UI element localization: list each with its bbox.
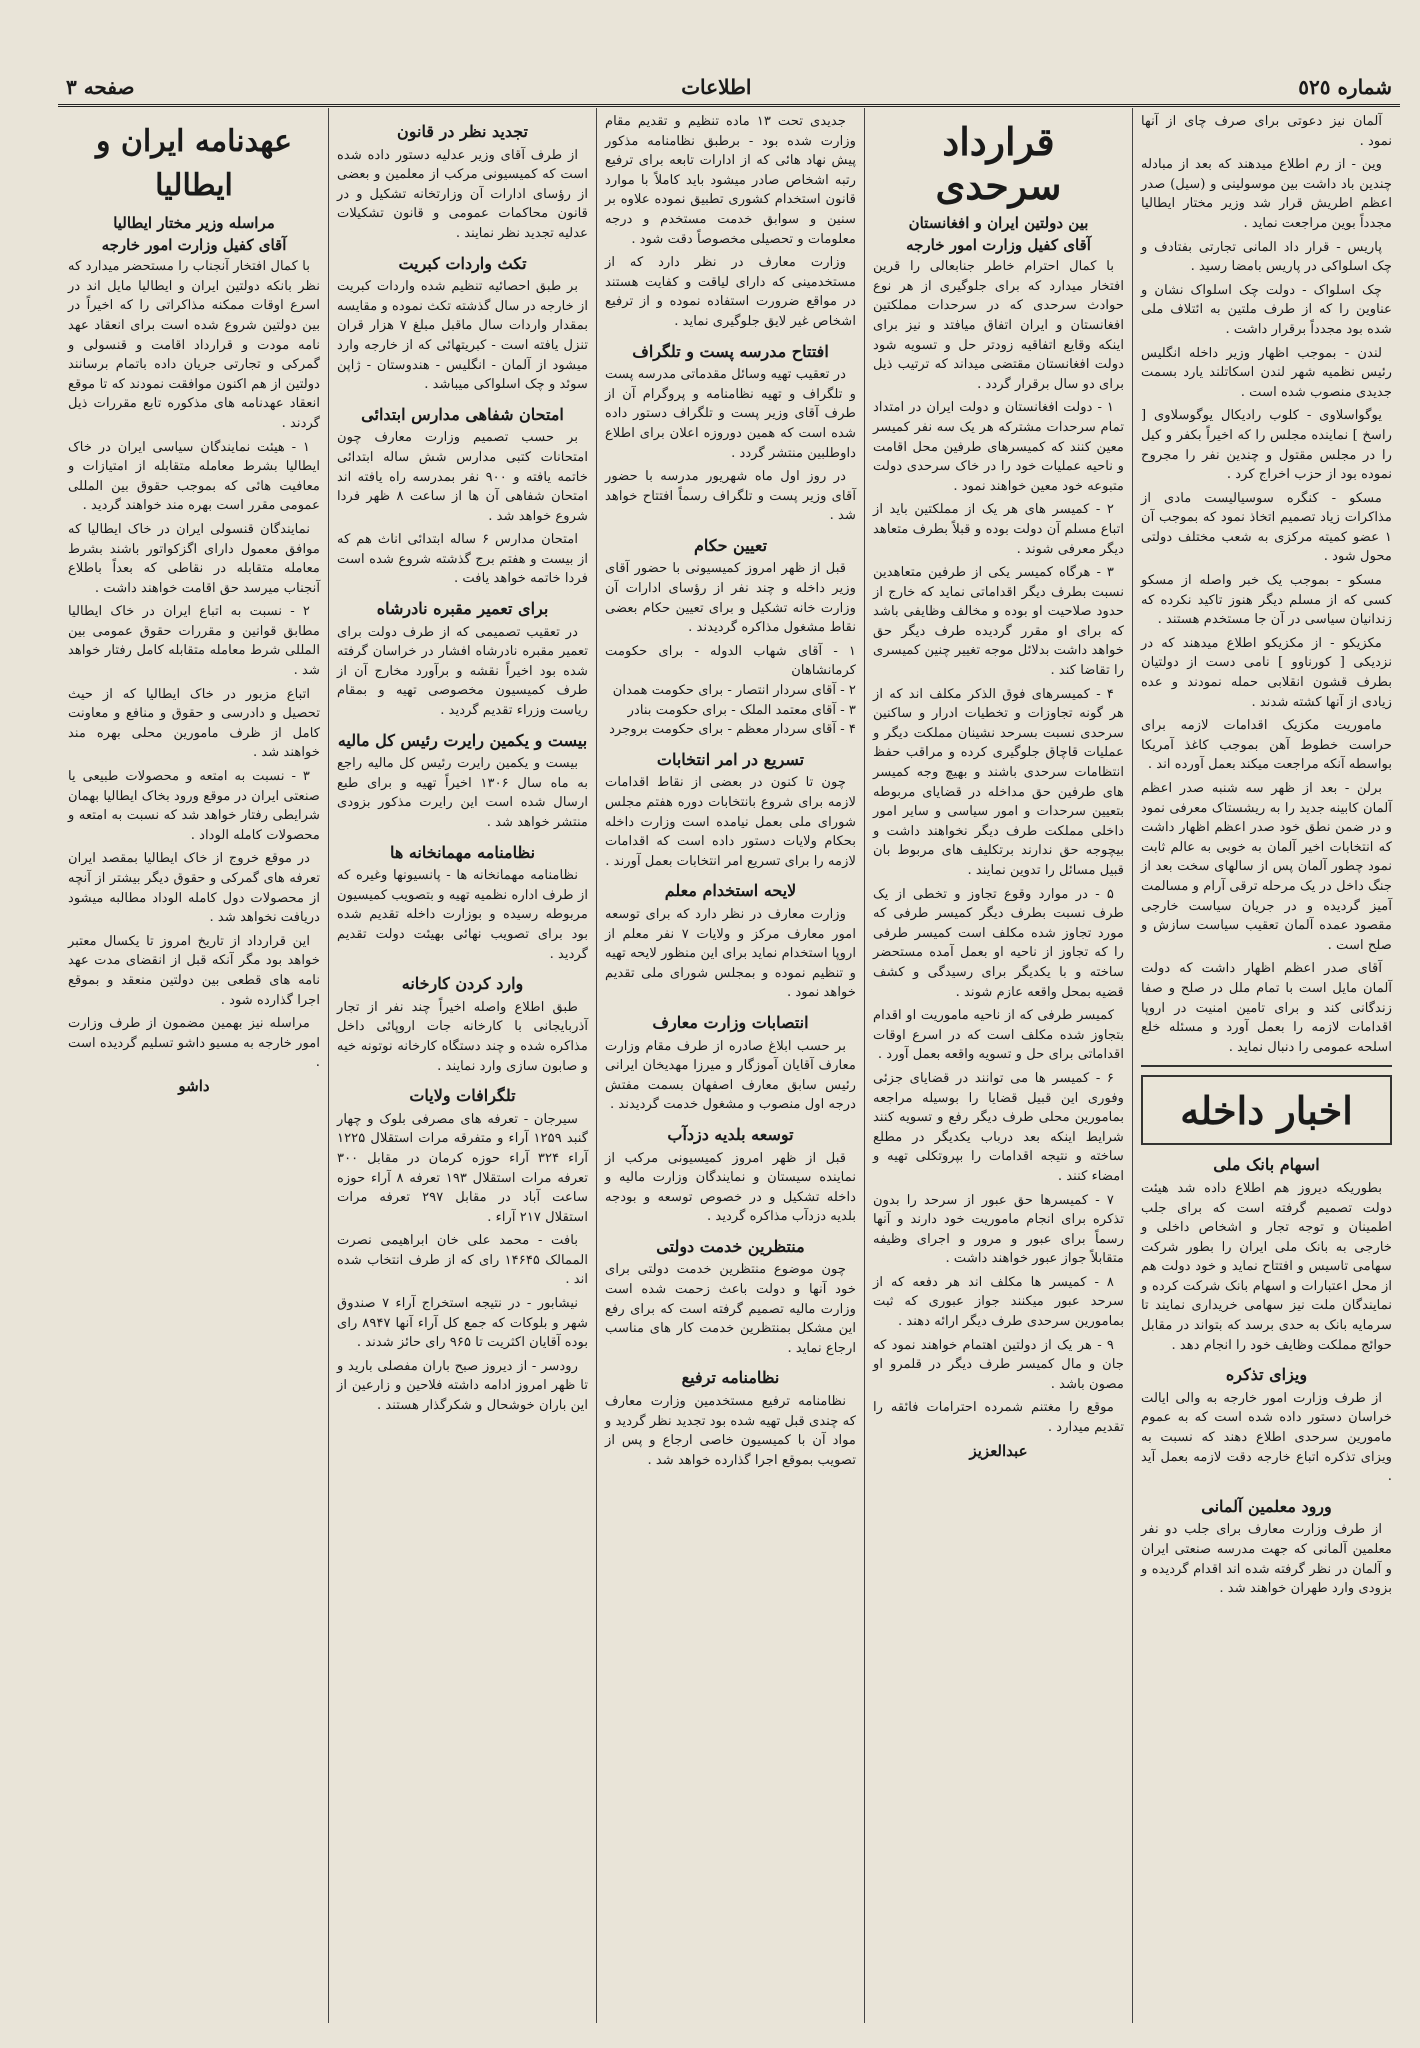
paragraph: پاریس - قرار داد المانی تجارتی بفتادف و چک اسلواکی در پاریس بامضا رسید . xyxy=(1141,239,1392,275)
paragraph: چون موضوع منتظرین خدمت دولتی برای خود آنها و دولت باعث زحمت شده است وزارت مالیه تصمیم گرفته است که برای رفع این مشکل بمنتظرین خدمت کار های مناسب ارجاع نماید . xyxy=(605,1262,856,1356)
paragraph: نظامنامه مهمانخانه ها - پانسیونها وغیره که از طرف اداره نظمیه تهیه و بتصویب کمیسیون مربوطه رسیده و بوزارت داخله تقدیم شده بود برای تصویب نهائی بهیئت دولت تقدیم گردید . xyxy=(337,868,588,962)
divider xyxy=(1141,1065,1392,1067)
paragraph: بر طبق احصائیه تنظیم شده واردات کبریت از خارجه در سال گذشته تکث نموده و مقایسه بمقدار واردات سال ماقبل مبلغ ۷ هزار قران تنزل یافته است - کبریتهائی که از خارجه وارد میشود از آلمان - انگلیس - هندوستان - ژاپن سوئد و چک اسلواکی میباشد . xyxy=(337,279,588,393)
paragraph: مسکو - بموجب یک خبر واصله از مسکو کسی که از مسلم دیگر هنوز تاکید نکرده که زندانیان سیاسی در آن جا مستخدم هستند . xyxy=(1141,573,1392,628)
subtitle: بین دولتین ایران و افغانستان xyxy=(908,214,1089,232)
headline: لایحه استخدام معلم xyxy=(664,881,797,901)
paragraph: آقای صدر اعظم اظهار داشت که دولت آلمان مایل است با تمام ملل در صلح و صفا زندگانی کند و برای تامین امنیت در اروپا اقدامات لازمه را بعمل آورد و مسئله خلع اسلحه عمومی را دنبال نماید . xyxy=(1141,961,1392,1055)
paragraph: ۱ - هیئت نمایندگان سیاسی ایران در خاک ایطالیا بشرط معامله متقابله از امتیازات و معافیت هائی که بموجب حقوق بین المللی عمومی مقرر است بهره مند خواهند گردید . xyxy=(68,439,320,514)
column-5 xyxy=(60,108,328,2023)
paragraph: ۳ - هرگاه کمیسر یکی از طرفین متعاهدین نسبت بطرف دیگر اقداماتی نماید که خارج از حدود صلاحیت او بوده و مخالف وظایفی باشد که برای او مقرر گردیده طرف دیگر حق خواهد داشت بدلائل موجه تغییر چنین کمیسری را تقاضا کند . xyxy=(873,565,1124,679)
subtitle: آقای کفیل وزارت امور خارجه xyxy=(906,235,1091,254)
paragraph: در موقع خروج از خاک ایطالیا بمقصد ایران تعرفه های گمرکی و حقوق دیگر بیشتر از آنچه از محصولات دول کامله الوداد مطالبه میشود دریافت نخواهد شد . xyxy=(68,851,320,926)
headline: تجدید نظر در قانون xyxy=(397,122,528,141)
domestic-news-banner: اخبار داخله xyxy=(1180,1088,1353,1134)
paragraph: ۹ - هر یک از دولتین اهتمام خواهند نمود که جان و مال کمیسر طرف دیگر در قلمرو او مصون باشد . xyxy=(873,1337,1124,1392)
paragraph: وین - از رم اطلاع میدهند که بعد از مبادله چندین باد داشت بین موسولینی و (سیل) صدر اعظم اطریش قرار شد وزیر مختار ایطالیا مجدداً بوین مراجعت نماید . xyxy=(1141,157,1392,231)
headline: برای تعمیر مقبره نادرشاه xyxy=(376,599,549,619)
headline: توسعه بلدیه دزدآب xyxy=(667,1124,794,1144)
list-item: ۱ - آقای شهاب الدوله - برای حکومت کرمانشاهان xyxy=(605,643,856,679)
paragraph: نیشابور - در نتیجه استخراج آراء ۷ صندوق شهر و بلوکات که جمع کل آراء آنها ۸۹۴۷ رای بوده آقایان اکثریت تا ۹۶۵ رای حائز شدند . xyxy=(337,1296,589,1351)
paragraph: رودسر - از دیروز صبح باران مفصلی بارید و تا ظهر امروز ادامه داشته فلاحین و زارعین از این باران خوشحال و شکرگذار هستند . xyxy=(337,1358,588,1414)
issue-number: شماره ٥٢٥ xyxy=(1298,75,1392,99)
paragraph: ۸ - کمیسر ها مکلف اند هر دفعه که از سرحد عبور میکنند جواز عبوری که ثبت بمامورین سرحدی طرف دیگر ارائه دهند . xyxy=(873,1274,1124,1330)
paragraph: ۳ - نسبت به امتعه و محصولات طبیعی یا صنعتی ایران در موقع ورود بخاک ایطالیا بهمان شرایطی رفتار خواهد شد که نسبت به امتعه و محصولات کامله الوداد . xyxy=(68,769,320,843)
paragraph: قبل از ظهر امروز کمیسیونی مرکب از نماینده سیستان و نمایندگان وزارت مالیه و داخله تشکیل و در خصوص توسعه و بودجه بلدیه دزدآب مذاکره گردید . xyxy=(605,1150,856,1225)
headline: ویزای تذکره xyxy=(1225,1365,1308,1385)
signature: عبدالعزیز xyxy=(969,1441,1028,1460)
paragraph: بطوریکه دیروز هم اطلاع داده شد هیئت دولت تصمیم گرفته است که برای جلب اطمینان و توجه تجار و اشخاص داخلی و خارجی به بانک ملی ایران را بطور شرکت سهامی تاسیس و افتتاح نماید و خود دولت هم از محل اعتبارات و اسهام بانک شرکت کرده و نمایندگان ملت نیز سهامی خریداری نمایند تا سرمایه بانک به حدی برسد که بتواند در مقابل حوائج مملکت وظایف خود را انجام دهد . xyxy=(1141,1180,1392,1353)
paragraph: مکزیکو - از مکزیکو اطلاع میدهند که در نزدیکی [ کورناوو ] نامی دست از دولتیان بطرف قشون انقلابی حمله نمودند و عده زیادی از آنها کشته شدند . xyxy=(1141,635,1392,710)
governor-list xyxy=(605,642,856,740)
domestic-news-banner-box xyxy=(1141,1075,1392,1145)
headline: نظامنامه مهمانخانه ها xyxy=(389,842,536,862)
paragraph: در روز اول ماه شهریور مدرسه با حضور آقای وزیر پست و تلگراف رسماً افتتاح خواهد شد . xyxy=(605,469,856,524)
addressee: آقای کفیل وزارت امور خارجه xyxy=(101,235,287,254)
paragraph: اتباع مزبور در خاک ایطالیا که از حیث تحصیل و دادرسی و حقوق و منافع و معاونت کامل از ظرف مامورین محلی بهره مند خواهند شد . xyxy=(68,686,320,761)
paper-name: اطلاعات xyxy=(681,75,752,99)
paragraph: وزارت معارف در نظر دارد که از مستخدمینی که دارای لیاقت و کفایت هستند در مواقع ضرورت استفاده نموده و از ترفیع اشخاص غیر لایق جلوگیری نماید . xyxy=(605,255,856,329)
signature: داشو xyxy=(178,1076,210,1095)
headline: تلگرافات ولایات xyxy=(409,1086,516,1106)
paragraph: ۱ - دولت افغانستان و دولت ایران در امتداد تمام سرحدات مشترکه هر یک سه نفر کمیسر معین کنند که کمیسرهای طرفین محل اقامت و ناحیه عملیات خود را در خاک سرحدی دولت متبوعه خود معین خواهند نمود . xyxy=(873,400,1124,494)
page-number: صفحه ٣ xyxy=(66,75,135,99)
paragraph: امتحان مدارس ۶ ساله ابتدائی اناث هم که از بیست و هفتم برج گذشته شروع شده است فردا خاتمه خواهد یافت . xyxy=(337,532,588,587)
paragraph: موقع را مغتنم شمرده احترامات فائقه را تقدیم میدارد . xyxy=(873,1400,1124,1436)
paragraph: یوگواسلاوی - کلوب رادیکال یوگوسلاوی [ راسخ ] نماینده مجلس را که اخیراً بکفر و کیل را در مجلس مقتول و چندین نفر را مجروح نموده بود از حزب اخراج کرد . xyxy=(1141,408,1392,483)
paragraph: لندن - بموجب اظهار وزیر داخله انگلیس رئیس نظمیه شهر لندن اسکاتلند یارد بسمت جدیدی منصوب شده است . xyxy=(1141,345,1392,400)
headline: اسهام بانک ملی xyxy=(1213,1155,1320,1175)
paragraph: ۲ - کمیسر های هر یک از مملکتین باید از اتباع مسلم آن دولت بوده و قبلاً بطرف متعاهد دیگر معرفی شوند . xyxy=(873,502,1124,557)
headline: نظامنامه ترفیع xyxy=(681,1368,780,1388)
paragraph: ۲ - نسبت به اتباع ایران در خاک ایطالیا مطابق قوانین و مقررات حقوق عمومی بین المللی شرط معامله متقابله کامل رفتار خواهد شد . xyxy=(68,604,320,679)
paragraph: ۷ - کمیسرها حق عبور از سرحد را بدون تذکره برای انجام ماموریت خود دارند و آنها رسماً برای عبور و مرور و اجرای وظیفه متقابلاً جواز عبور خواهند داشت . xyxy=(873,1192,1124,1267)
headline: انتصابات وزارت معارف xyxy=(652,1012,809,1032)
paragraph: جدیدی تحت ۱۳ ماده تنظیم و تقدیم مقام وزارت شده بود - برطبق نظامنامه مذکور پیش نهاد هائی که از ادارات تابعه برای ترفیع رتبه اشخاص صادر میشود باید کاملاً با موارد قانون استخدام کشوری تطبیق نموده علاوه بر سنین و سوابق خدمت مستخدم و درجه معلومات و تحصیلی مخصوصاً دقت شود . xyxy=(605,114,856,247)
paragraph: کمیسر طرفی که از ناحیه ماموریت او اقدام بتجاوز شده مکلف است که در اسرع اوقات اقداماتی برای حل و تسویه واقعه بعمل آورد . xyxy=(873,1008,1124,1063)
headline: تعیین حکام xyxy=(693,535,768,555)
column-1 xyxy=(1132,108,1400,2023)
column-4 xyxy=(328,108,596,2023)
paragraph: ماموریت مکزیک اقدامات لازمه برای حراست خطوط آهن بموجب کاغذ آمریکا بواسطه آنکه مراجعت میکند بعمل آورده اند . xyxy=(1141,718,1392,773)
paragraph: سیرجان - تعرفه های مصرفی بلوک و چهار گنبد ۱۲۵۹ آراء و متفرقه مرات استقلال ۱۲۲۵ آراء ۳۲۴ آراء حوزه کرمان در مقابل ۳۰۰ تعرفه مرات استقلال ۱۹۳ تعرفه ۸ آراء حوزه ساعت آباد در مقابل ۲۹۷ تعرفه مرات استقلال ۲۱۷ آراء . xyxy=(337,1111,588,1225)
paragraph: ۶ - کمیسر ها می توانند در قضایای جزئی وفوری این قبیل قضایا را بوسیله مراجعه بمامورین محلی طرف دیگر رفع و تسویه کنند شرایط اینکه بعد درباب یکدیگر در مطلع ساخته و نتیجه اقدامات را بپروتکلی تهیه و امضاء کنند . xyxy=(873,1070,1124,1184)
paragraph: این قرارداد از تاریخ امروز تا یکسال معتبر خواهد بود مگر آنکه قبل از انقضای مدت عهد نامه های قطعی بین دولتین منعقد و بموقع اجرا گذارده شود . xyxy=(68,933,320,1008)
headline: تکث واردات کبریت xyxy=(398,253,527,273)
paragraph: بر حسب تصمیم وزارت معارف چون امتحانات کتبی مدارس شش ساله ابتدائی خاتمه یافته و ۹۰۰ نفر بمدرسه راه یافته اند امتحان شفاهی آن ها از ساعت ۸ ظهر فردا شروع خواهد شد . xyxy=(337,430,589,524)
list-item: ۳ - آقای معتمد الملک - برای حکومت بنادر xyxy=(627,702,856,718)
headline: افتتاح مدرسه پست و تلگراف xyxy=(632,341,829,361)
headline: منتظرین خدمت دولتی xyxy=(656,1236,805,1256)
paragraph: مسکو - کنگره سوسیالیست مادی از مذاکرات زیاد تصمیم اتخاذ نمود که بموجب آن ۱ عضو کمیته مرکزی به شعب مختلف دولتی محول شود . xyxy=(1141,490,1392,565)
list-item: ۲ - آقای سردار انتصار - برای حکومت همدان xyxy=(612,683,856,699)
paragraph: ۵ - در موارد وقوع تجاوز و تخطی از یک طرف نسبت بطرف دیگر کمیسر طرفی که مورد تجاوز شده مکلف است کمیسر طرفی را که تجاوز از ناحیه او بعمل آمده مستحضر ساخته و با یکدیگر برای رسیدگی و کشف قضیه بمحل واقعه عازم شوند . xyxy=(873,886,1124,1000)
headline: امتحان شفاهی مدارس ابتدائی xyxy=(361,404,564,424)
headline: ورود معلمین آلمانی xyxy=(1201,1496,1332,1516)
paragraph: از طرف وزارت معارف برای جلب دو نفر معلمین آلمانی که جهت مدرسه صنعتی ایران و آلمان در نظر گرفته شده اند اقدام گردیده و بزودی وارد طهران خواهند شد . xyxy=(1141,1522,1392,1597)
paragraph: ۴ - کمیسرهای فوق الذکر مکلف اند که از هر گونه تجاوزات و تخطیات ادرار و ساکنین سرحدی نسبت بسرحد نشینان مملکت دیگر و عملیات قاچاق جلوگیری کرده و مراقب حفظ انتظامات سرحدی باشند و بهیچ وجه کمیسر های طرفین حق مداخله در قضایای مربوطه بتعیین سرحدات و امور سیاسی و سایر امور داخلی مملکت طرف دیگر نخواهند داشت و بیچوجه حق ندارند برتکلیف های مربوط بان قبیل مسائل را تدوین نمایند . xyxy=(873,686,1124,878)
paragraph: چون تا کنون در بعضی از نقاط اقدامات لازمه برای شروع بانتخابات دوره هفتم مجلس شورای ملی بعمل نیامده است وزارت داخله بحکام ولایات دستور داده است که اقدامات لازمه را برای تسریع امر انتخابات بعمل آورند . xyxy=(605,775,856,869)
columns xyxy=(58,108,1400,2023)
paragraph: از طرف وزارت امور خارجه به والی ایالت خراسان دستور داده شده است که به عموم مامورین سرحدی اطلاع دهند که نسبت به ویزای تذکره اتباع خارجه دقت لازمه بعمل آید . xyxy=(1141,1390,1392,1485)
headline: بیست و یکمین رایرت رئیس کل مالیه xyxy=(337,730,588,750)
masthead xyxy=(58,70,1400,107)
paragraph: مراسله نیز بهمین مضمون از طرف وزارت امور خارجه به مسیو داشو تسلیم گردیده است . xyxy=(68,1016,320,1071)
paragraph: وزارت معارف در نظر دارد که برای توسعه امور معارف مرکز و ولایات ۷ نفر معلم از اروپا استخدام نماید برای این منظور لایحه تهیه و تنظیم نموده و بمجلس شورای ملی تقدیم خواهد نمود . xyxy=(605,906,856,1001)
paragraph: از طرف آقای وزیر عدلیه دستور داده شده است که کمیسیونی مرکب از معلمین و بعضی از رؤسای ادارات آن وزارتخانه تشکیل و در قانون محاکمات عمومی و قانون تشکیلات عدلیه تجدید نظر نمایند . xyxy=(337,147,588,241)
paragraph: در تعقیب تصمیمی که از طرف دولت برای تعمیر مقبره نادرشاه افشار در خراسان گرفته شده بود اخیراً نقشه و برآورد مخارج آن از طرف کمیسیون مخصوصی تهیه و بمقام ریاست وزراء تقدیم گردید . xyxy=(337,624,588,719)
list-item: ۴ - آقای سردار معظم - برای حکومت بروجرد xyxy=(609,722,856,738)
paragraph: بر حسب ابلاغ صادره از طرف مقام وزارت معارف آقایان آموزگار و میرزا مهدیخان ایرانی رئیس سابق معارف اصفهان بسمت مفتش درجه اول منصوب و مشغول خدمت گردیدند . xyxy=(605,1038,856,1113)
paragraph: چک اسلواک - دولت چک اسلواک نشان و عناوین را که از طرف ملتین به ائتلاف ملی شده بود مجدداً برقرار داشت . xyxy=(1141,282,1392,337)
treaty-title: عهدنامه ایران و ایطالیا xyxy=(95,124,293,203)
paragraph: بافت - محمد علی خان ابراهیمی نصرت الممالک ۱۴۶۴۵ رای که از طرف انتخاب شده اند . xyxy=(337,1233,588,1288)
paragraph: با کمال احترام خاطر جنابعالی را قرین افتخار میدارد که برای جلوگیری از هر نوع حوادث سرحدی که در سرحدات مملکتین افغانستان و ایران اتفاق میافتد و نیز برای اینکه وقایع اتفاقیه زودتر حل و تسویه شود دولت افغانستان مقتضی میداند که ترتیب ذیل برای دو سال برقرار گردد . xyxy=(873,259,1124,392)
subtitle: مراسله وزیر مختار ایطالیا xyxy=(113,214,275,232)
paragraph: قبل از ظهر امروز کمیسیونی با حضور آقای وزیر داخله و چند نفر از رؤسای ادارات آن وزارت خانه تشکیل و برای تعیین حکام بعضی نقاط مشغول مذاکره گردیدند . xyxy=(605,561,856,636)
paragraph: آلمان نیز دعوتی برای صرف چای از آنها نمود . xyxy=(1141,114,1392,149)
headline: وارد کردن کارخانه xyxy=(401,974,524,994)
paragraph: در تعقیب تهیه وسائل مقدماتی مدرسه پست و تلگراف و تهیه نظامنامه و پروگرام آن از طرف آقای وزیر پست و تلگراف دستور داده شده است که همین دوروزه اعلان برای اطلاع داوطلبین منتشر گردد . xyxy=(605,367,856,461)
column-2 xyxy=(864,108,1132,2023)
border-agreement-title: قرارداد سرحدی xyxy=(935,119,1062,208)
paragraph: نظامنامه ترفیع مستخدمین وزارت معارف که چندی قبل تهیه شده بود تجدید نظر گردید و مواد آن با کمیسیون خاصی ارجاع و پس از تصویب بموقع اجرا گذارده خواهد شد . xyxy=(605,1394,856,1468)
paragraph: با کمال افتخار آنجناب را مستحضر میدارد که نظر بانکه دولتین ایران و ایطالیا مایل اند در اسرع اوقات ممکنه مذاکراتی را که اخیراً در بین دولتین شروع شده است برای انعقاد عهد نامه مودت و قرارداد اقامت و قنسولی و گمرکی و تجارتی جریان داده باتمام برسانند دولتین از هم اکنون موافقت نمودند که تا موقع انعقاد عهدنامه های مذکوره تابع مقررات ذیل گردند . xyxy=(68,259,320,431)
paragraph: نمایندگان قنسولی ایران در خاک ایطالیا که موافق معمول دارای اگزکواتور باشند بشرط معامله متقابله در نقاطی که بعداً باطلاع آنجناب میرسد حق اقامت خواهند داشت . xyxy=(68,521,320,596)
paragraph: طبق اطلاع واصله اخیراً چند نفر از تجار آذربایجانی با کارخانه جات اروپائی داخل مذاکره شده و چند دستگاه کارخانه نوتونه خیه و صابون سازی وارد نمایند . xyxy=(337,999,588,1074)
paragraph: برلن - بعد از ظهر سه شنبه صدر اعظم آلمان کابینه جدید را به ریشستاک معرفی نمود و در ضمن نطق خود صدر اعظم اظهار داشت که انتخابات اخیر آلمان به خوبی به عالم ثابت نمود چطور آلمان پس از سالهای سخت بعد از جنگ داخل در یک مرحله ترقی آرام و مسالمت آمیز گردیده و در جریان سیاست خارجی مقصود عمده آلمان تعقیب سیاست سازش و صلح است . xyxy=(1141,781,1392,953)
paragraph: بیست و یکمین رایرت رئیس کل مالیه راجع به ماه سال ۱۳۰۶ اخیراً تهیه و برای طبع ارسال شده است این رایرت مذکور بزودی منتشر خواهد شد . xyxy=(337,756,588,830)
headline: تسریع در امر انتخابات xyxy=(656,749,805,769)
column-3 xyxy=(596,108,864,2023)
